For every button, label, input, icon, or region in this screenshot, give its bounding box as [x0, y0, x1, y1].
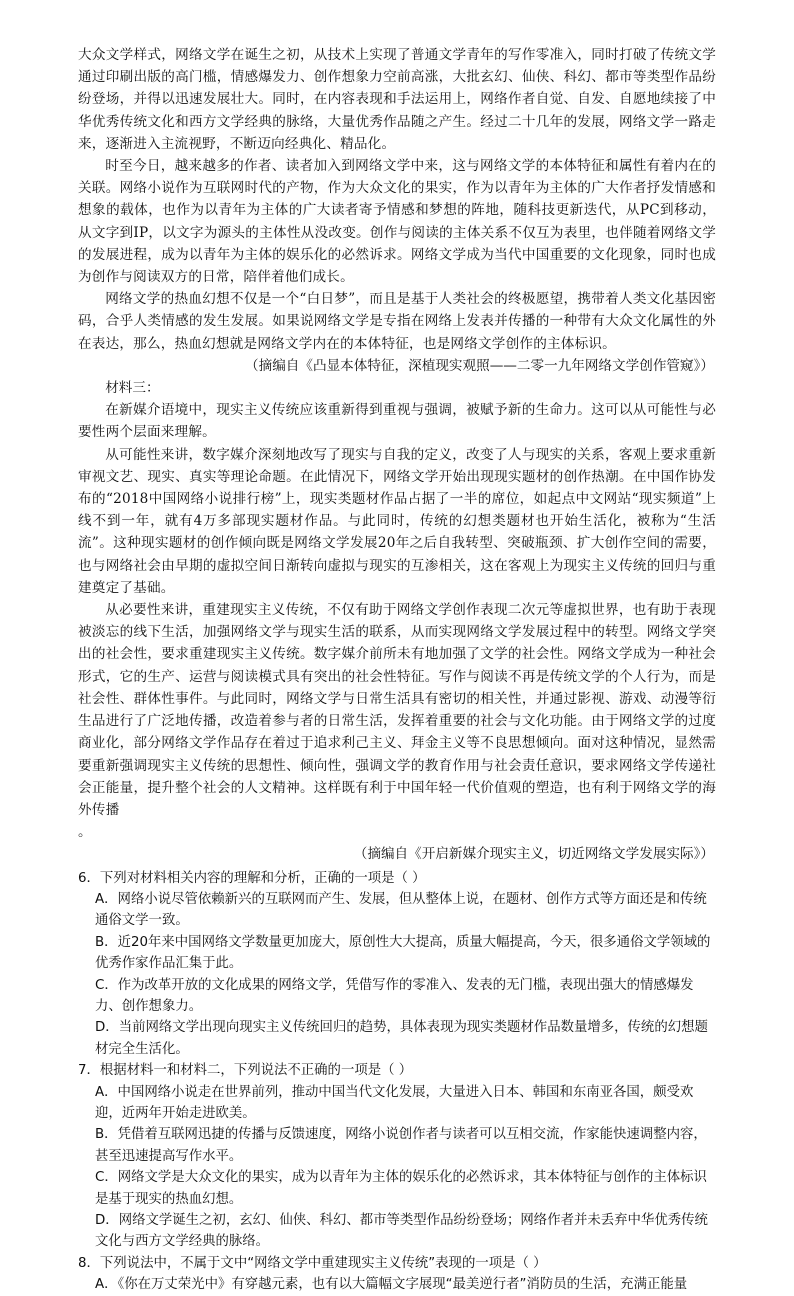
passage-paragraph: [78, 599, 716, 843]
option-c[interactable]: C．作为改革开放的文化成果的网络文学，凭借写作的零准入、发表的无门槛，表现出强大的情感爆发力、创作想象力。: [95, 977, 694, 1014]
option-b[interactable]: B．凭借着互联网迅捷的传播与反馈速度，网络小说创作者与读者可以互相交流，作家能快速调整内容，甚至迅速提高写作水平。: [95, 1127, 707, 1164]
passage-paragraph: 网络文学的热血幻想不仅是一个“白日梦”，而且是基于人类社会的终极愿望，携带着人类文化基因密码，合乎人类情感的发生发展。如果说网络文学是专指在网络上发表并传播的一种带有大众文化属性的外在表达，那么，热血幻想就是网络文学内在的本体特征，也是网络文学创作的主体标识。: [78, 291, 716, 352]
passage-paragraph: 从可能性来讲，数字媒介深刻地改写了现实与自我的定义，改变了人与现实的关系，客观上要求重新审视文艺、现实、真实等理论命题。在此情况下，网络文学开始出现现实题材的创作热潮。在中国作协发布的“2018中国网络小说排行榜”上，现实类题材作品占据了一半的席位，如起点中文网站“现实频道”上线不到一年，就有4万多部现实题材作品。与此同时，传统的幻想类题材也开始生活化，被称为“生活流”。这种现实题材的创作倾向既是网络文学发展20年之后自我转型、突破瓶颈、扩大创作空间的需要，也与网络社会由早期的虚拟空间日渐转向虚拟与现实的互渗相关，这在客观上为现实主义传统的回归与重建奠定了基础。: [78, 446, 716, 596]
passage-paragraph: 时至今日，越来越多的作者、读者加入到网络文学中来，这与网络文学的本体特征和属性有着内在的关联。网络小说作为互联网时代的产物，作为大众文化的果实，作为以青年为主体的广大作者抒发情感和想象的载体，也作为以青年为主体的广大读者寄予情感和梦想的阵地，随科技更新迭代，从PC到移动，从文字到IP，以文字为源头的主体性从没改变。创作与阅读的主体关系不仅互为表里，也伴随着网络文学的发展进程，成为以青年为主体的娱乐化的必然诉求。网络文学成为当代中国重要的文化现象，同时也成为创作与阅读双方的日常，陪伴着他们成长。: [78, 158, 716, 286]
question-stem: 6．下列对材料相关内容的理解和分析，正确的一项是（ ）: [78, 870, 426, 886]
option-d[interactable]: D．当前网络文学出现向现实主义传统回归的趋势，具体表现为现实类题材作品数量增多，传统的幻想题材完全生活化。: [95, 1020, 708, 1057]
passage-paragraph: 大众文学样式，网络文学在诞生之初，从技术上实现了普通文学青年的写作零准入，同时打破了传统文学通过印刷出版的高门槛，情感爆发力、创作想象力空前高涨，大批玄幻、仙侠、科幻、都市等类型作品纷纷登场，并得以迅速发展壮大。同时，在内容表现和手法运用上，网络作者自觉、自发、自愿地续接了中华优秀传统文化和西方文学经典的脉络，大量优秀作品随之产生。经过二十几年的发展，网络文学一路走来，逐渐进入主流视野，不断迈向经典化、精品化。: [78, 47, 716, 152]
option-a[interactable]: A．网络小说尽管依赖新兴的互联网而产生、发展，但从整体上说，在题材、创作方式等方面还是和传统通俗文学一致。: [95, 891, 707, 929]
option-b[interactable]: B．近20年来中国网络文学数量更加庞大，原创性大大提高，质量大幅提高，今天，很多通俗文学领域的优秀作家作品汇集于此。: [95, 934, 711, 972]
questions-section: [78, 868, 716, 1296]
question-stem: 8．下列说法中，不属于文中“网络文学中重建现实主义传统”表现的一项是（ ）: [78, 1255, 547, 1271]
option-a[interactable]: A．中国网络小说走在世界前列，推动中国当代文化发展，大量进入日本、韩国和东南亚各国，颇受欢迎，近两年开始走进欧美。: [95, 1084, 694, 1121]
option-d[interactable]: D．网络文学诞生之初，玄幻、仙侠、科幻、都市等类型作品纷纷登场；网络作者并未丢弃中华优秀传统文化与西方文学经典的脉络。: [95, 1213, 708, 1250]
option-c[interactable]: C．网络文学是大众文化的果实，成为以青年为主体的娱乐化的必然诉求，其本体特征与创作的主体标识是基于现实的热血幻想。: [95, 1170, 707, 1207]
passage-period: 。: [78, 824, 92, 841]
source-citation: （摘编自《开启新媒介现实主义，切近网络文学发展实际》）: [353, 846, 714, 863]
passage-paragraph: 在新媒介语境中，现实主义传统应该重新得到重视与强调，被赋予新的生命力。这可以从可能性与必要性两个层面来理解。: [78, 402, 716, 441]
material-heading: 材料三：: [105, 380, 160, 397]
source-citation: （摘编自《凸显本体特征，深植现实观照——二零一九年网络文学创作管窥》）: [245, 357, 714, 374]
option-a[interactable]: A．《你在万丈荣光中》有穿越元素，也有以大篇幅文字展现“最美逆行者”消防员的生活，充满正能量: [95, 1277, 688, 1293]
question-stem: 7．根据材料一和材料二，下列说法不正确的一项是（ ）: [78, 1063, 413, 1079]
passage-text: 从必要性来讲，重建现实主义传统，不仅有助于网络文学创作表现二次元等虚拟世界，也有助于表现被淡忘的线下生活，加强网络文学与现实生活的联系，从而实现网络文学发展过程中的转型。网络文学突出的社会性，要求重建现实主义传统。数字媒介前所未有地加强了文学的社会性。网络文学成为一种社会形式，它的生产、运营与阅读模式具有突出的社会性特征。写作与阅读不再是传统文学的个人行为，而是社会性、群体性事件。与此同时，网络文学与日常生活具有密切的相关性，并通过影视、游戏、动漫等衍生品进行了广泛地传播，改造着参与者的日常生活，发挥着重要的社会与文化功能。由于网络文学的过度商业化，部分网络文学作品存在着过于追求利己主义、拜金主义等不良思想倾向。面对这种情况，显然需要重新强调现实主义传统的思想性、倾向性，强调文学的教育作用与社会责任意识，要求网络文学传递社会正能量，提升整个社会的人文精神。这样既有利于中国年轻一代价值观的塑造，也有利于网络文学的海外传播: [78, 602, 716, 818]
